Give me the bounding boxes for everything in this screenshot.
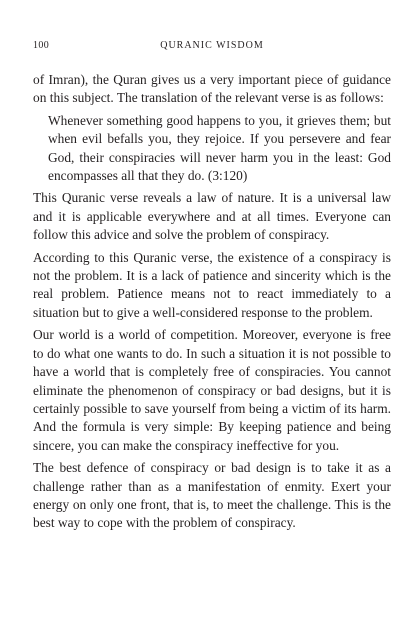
paragraph-best-defence: The best defence of conspiracy or bad design is to take it as a challenge rather than as a manifestation of enmity. Exert your energy on only one front, that is, to meet the challenge. This is the best way to cope with the problem of conspiracy. [33,460,391,531]
paragraph-competition: Our world is a world of competition. Moreover, everyone is free to do what one wants to do. In such a situation it is not possible to have a world that is completely free of conspiracies. You cannot eliminate the phenomenon of conspiracy or bad designs, but it is certainly possible to save yourself from being a victim of its harm. And the formula is very simple: By keeping patience and being sincere, you can make the conspiracy ineffective for you. [33,327,391,453]
page-number: 100 [33,40,50,51]
page-body [33,71,391,533]
paragraph-patience: According to this Quranic verse, the existence of a conspiracy is not the problem. It is a lack of patience and sincerity which is the real problem. Patience means not to react immediately to a situation but to give a well-considered response to the problem. [33,249,391,320]
verse-quote: Whenever something good happens to you, it grieves them; but when evil befalls you, they rejoice. If you persevere and fear God, their conspiracies will never harm you in the least: God encompasses all that they do. (3:120) [48,112,391,184]
paragraph-intro: of Imran), the Quran gives us a very important piece of guidance on this subject. The translation of the relevant verse is as follows: [33,72,391,106]
running-title: QURANIC WISDOM [160,40,264,51]
page-header [33,40,391,56]
paragraph-law-of-nature: This Quranic verse reveals a law of nature. It is a universal law and it is applicable everywhere and at all times. Everyone can follow this advice and solve the problem of conspiracy. [33,190,391,243]
book-page [33,40,391,537]
